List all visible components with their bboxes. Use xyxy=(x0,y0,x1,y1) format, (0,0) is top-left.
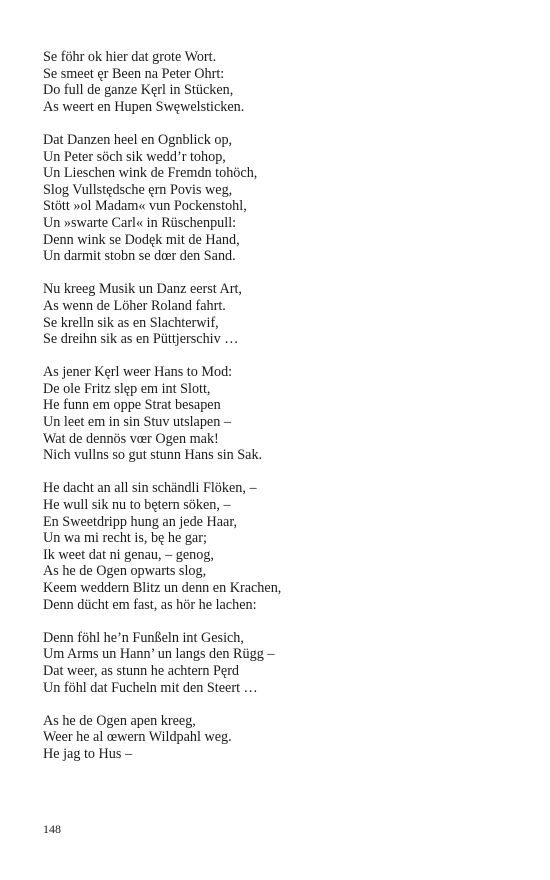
poem-line: Se krelln sik as en Slachterwif, xyxy=(43,314,219,331)
poem-line: Nich vullns so gut stunn Hans sin Sak. xyxy=(43,447,263,464)
poem-line: Nu kreeg Musik un Danz eerst Art, xyxy=(43,281,242,298)
poem-line: Se dreihn sik as en Püttjerschiv … xyxy=(43,331,239,348)
poem-line: Stött »ol Madam« vun Pockenstohl, xyxy=(43,198,247,215)
poem-line: As he de Ogen apen kreeg, xyxy=(43,712,196,729)
poem-line: He wull sik nu to bętern söken, – xyxy=(43,497,231,514)
poem-line: As jener Kęrl weer Hans to Mod: xyxy=(43,364,233,381)
poem-line: He jag to Hus – xyxy=(43,745,133,762)
poem-line: Weer he al œwern Wildpahl weg. xyxy=(43,729,232,746)
poem-line: Un Lieschen wink de Fremdn tohöch, xyxy=(43,165,258,182)
stanza-6 xyxy=(43,630,513,696)
stanza-1 xyxy=(43,49,513,115)
poem-line: Un leet em in sin Stuv utslapen – xyxy=(43,414,231,431)
poem-line: Un Peter söch sik wedd’r tohop, xyxy=(43,148,226,165)
poem-line: Un wa mi recht is, bę he gar; xyxy=(43,530,207,547)
stanza-4 xyxy=(43,364,513,464)
poem-line: As weert en Hupen Swęwelsticken. xyxy=(43,98,245,115)
poem-line: He funn em oppe Strat besapen xyxy=(43,397,221,414)
stanza-5 xyxy=(43,480,513,613)
poem-line: Un darmit stobn se dœr den Sand. xyxy=(43,248,236,265)
page-number: 148 xyxy=(43,822,61,836)
stanza-7 xyxy=(43,713,513,763)
poem-line: Do full de ganze Kęrl in Stücken, xyxy=(43,82,234,99)
poem-line: Dat Danzen heel en Ognblick op, xyxy=(43,131,233,148)
poem-text xyxy=(43,49,513,779)
poem-line: Denn föhl he’n Funßeln int Gesich, xyxy=(43,629,244,646)
poem-line: He dacht an all sin schändli Flöken, – xyxy=(43,480,257,497)
poem-line: Denn wink se Dodęk mit de Hand, xyxy=(43,231,240,248)
poem-line: Wat de dennös vœr Ogen mak! xyxy=(43,430,219,447)
poem-line: Keem weddern Blitz un denn en Krachen, xyxy=(43,580,282,596)
poem-line: Un föhl dat Fucheln mit den Steert … xyxy=(43,679,258,696)
poem-line: Denn dücht em fast, as hör he lachen: xyxy=(43,596,257,613)
stanza-3 xyxy=(43,281,513,347)
poem-line: Slog Vullstędsche ęrn Povis weg, xyxy=(43,181,233,198)
poem-line: Dat weer, as stunn he achtern Pęrd xyxy=(43,662,240,679)
poem-line: Ik weet dat ni genau, – genog, xyxy=(43,546,214,563)
poem-line: Se smeet ęr Been na Peter Ohrt: xyxy=(43,65,225,82)
poem-line: As he de Ogen opwarts slog, xyxy=(43,563,207,580)
poem-line: Un »swarte Carl« in Rüschenpull: xyxy=(43,214,237,231)
poem-line: De ole Fritz slęp em int Slott, xyxy=(43,380,211,397)
poem-line: Se föhr ok hier dat grote Wort. xyxy=(43,49,217,65)
poem-line: Um Arms un Hann’ un langs den Rügg – xyxy=(43,646,275,663)
poem-line: En Sweetdripp hung an jede Haar, xyxy=(43,513,238,530)
stanza-2 xyxy=(43,132,513,265)
poem-line: As wenn de Löher Roland fahrt. xyxy=(43,297,226,314)
